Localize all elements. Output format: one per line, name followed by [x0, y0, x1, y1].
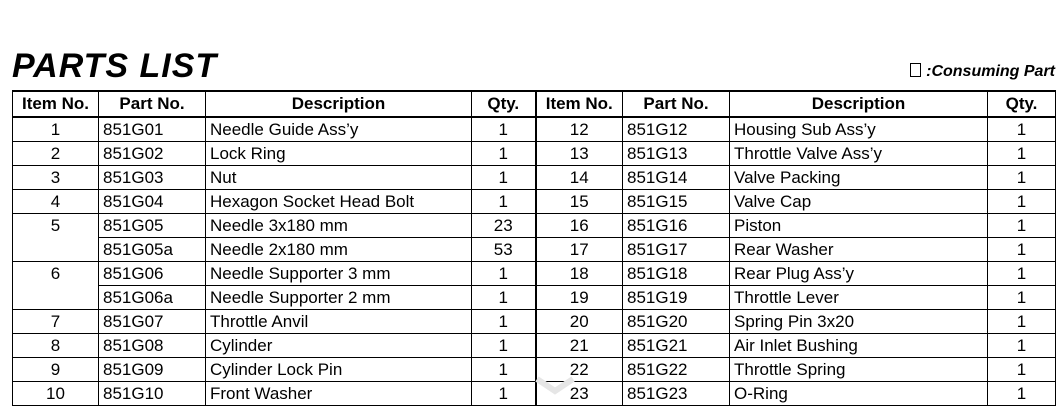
qty-cell: 1 — [988, 166, 1056, 190]
part-no-cell: 851G14 — [623, 166, 730, 190]
header-row — [13, 91, 1056, 117]
part-no-cell: 851G02 — [99, 142, 206, 166]
table-row — [13, 238, 1056, 262]
table-row — [13, 310, 1056, 334]
item-no-cell: 20 — [536, 310, 623, 334]
item-no-cell: 19 — [536, 286, 623, 310]
table-row — [13, 166, 1056, 190]
qty-cell: 1 — [472, 310, 536, 334]
description-cell: Air Inlet Bushing — [730, 334, 988, 358]
col-header-description: Description — [730, 91, 988, 117]
description-cell: Cylinder — [206, 334, 472, 358]
col-header-part-no: Part No. — [99, 91, 206, 117]
part-no-cell: 851G10 — [99, 382, 206, 406]
item-no-cell: 14 — [536, 166, 623, 190]
qty-cell: 1 — [988, 286, 1056, 310]
col-header-description: Description — [206, 91, 472, 117]
table-row — [13, 286, 1056, 310]
description-cell: Piston — [730, 214, 988, 238]
col-header-item-no: Item No. — [13, 91, 99, 117]
description-cell: Throttle Lever — [730, 286, 988, 310]
description-cell: Housing Sub Ass’y — [730, 117, 988, 142]
qty-cell: 1 — [472, 166, 536, 190]
description-cell: Needle 3x180 mm — [206, 214, 472, 238]
item-no-cell: 22 — [536, 358, 623, 382]
description-cell: Needle Supporter 2 mm — [206, 286, 472, 310]
item-no-cell: 21 — [536, 334, 623, 358]
part-no-cell: 851G05a — [99, 238, 206, 262]
description-cell: Needle Guide Ass’y — [206, 117, 472, 142]
empty-checkbox-icon — [910, 63, 921, 77]
part-no-cell: 851G22 — [623, 358, 730, 382]
item-no-cell: 15 — [536, 190, 623, 214]
qty-cell: 1 — [988, 214, 1056, 238]
table-row — [13, 334, 1056, 358]
qty-cell: 1 — [472, 142, 536, 166]
item-no-cell: 7 — [13, 310, 99, 334]
part-no-cell: 851G01 — [99, 117, 206, 142]
qty-cell: 1 — [988, 382, 1056, 406]
description-cell: Nut — [206, 166, 472, 190]
part-no-cell: 851G13 — [623, 142, 730, 166]
description-cell: Throttle Valve Ass’y — [730, 142, 988, 166]
part-no-cell: 851G12 — [623, 117, 730, 142]
qty-cell: 1 — [988, 310, 1056, 334]
qty-cell: 1 — [472, 190, 536, 214]
description-cell: O-Ring — [730, 382, 988, 406]
part-no-cell: 851G17 — [623, 238, 730, 262]
item-no-cell — [13, 286, 99, 310]
description-cell: Needle Supporter 3 mm — [206, 262, 472, 286]
col-header-qty: Qty. — [472, 91, 536, 117]
table-row — [13, 117, 1056, 142]
qty-cell: 1 — [472, 334, 536, 358]
page-title: PARTS LIST — [12, 47, 218, 85]
col-header-part-no: Part No. — [623, 91, 730, 117]
qty-cell: 1 — [988, 262, 1056, 286]
description-cell: Valve Cap — [730, 190, 988, 214]
consuming-part-legend — [910, 62, 1055, 82]
qty-cell: 1 — [988, 190, 1056, 214]
part-no-cell: 851G21 — [623, 334, 730, 358]
col-header-qty: Qty. — [988, 91, 1056, 117]
description-cell: Rear Washer — [730, 238, 988, 262]
part-no-cell: 851G09 — [99, 358, 206, 382]
item-no-cell: 3 — [13, 166, 99, 190]
col-header-item-no: Item No. — [536, 91, 623, 117]
description-cell: Throttle Spring — [730, 358, 988, 382]
qty-cell: 1 — [988, 358, 1056, 382]
legend-label: :Consuming Part — [926, 63, 1055, 80]
description-cell: Valve Packing — [730, 166, 988, 190]
item-no-cell: 13 — [536, 142, 623, 166]
description-cell: Rear Plug Ass’y — [730, 262, 988, 286]
table-row — [13, 358, 1056, 382]
part-no-cell: 851G07 — [99, 310, 206, 334]
part-no-cell: 851G19 — [623, 286, 730, 310]
qty-cell: 1 — [472, 262, 536, 286]
qty-cell: 53 — [472, 238, 536, 262]
table-row — [13, 190, 1056, 214]
qty-cell: 1 — [988, 142, 1056, 166]
item-no-cell: 5 — [13, 214, 99, 238]
item-no-cell: 1 — [13, 117, 99, 142]
item-no-cell: 2 — [13, 142, 99, 166]
part-no-cell: 851G05 — [99, 214, 206, 238]
part-no-cell: 851G23 — [623, 382, 730, 406]
qty-cell: 1 — [472, 117, 536, 142]
description-cell: Lock Ring — [206, 142, 472, 166]
description-cell: Front Washer — [206, 382, 472, 406]
table-row — [13, 262, 1056, 286]
qty-cell: 23 — [472, 214, 536, 238]
table-row — [13, 142, 1056, 166]
part-no-cell: 851G06a — [99, 286, 206, 310]
part-no-cell: 851G18 — [623, 262, 730, 286]
part-no-cell: 851G06 — [99, 262, 206, 286]
item-no-cell: 9 — [13, 358, 99, 382]
part-no-cell: 851G16 — [623, 214, 730, 238]
qty-cell: 1 — [988, 117, 1056, 142]
item-no-cell: 4 — [13, 190, 99, 214]
description-cell: Cylinder Lock Pin — [206, 358, 472, 382]
item-no-cell: 17 — [536, 238, 623, 262]
part-no-cell: 851G04 — [99, 190, 206, 214]
description-cell: Throttle Anvil — [206, 310, 472, 334]
description-cell: Needle 2x180 mm — [206, 238, 472, 262]
part-no-cell: 851G03 — [99, 166, 206, 190]
qty-cell: 1 — [988, 334, 1056, 358]
item-no-cell: 8 — [13, 334, 99, 358]
qty-cell: 1 — [988, 238, 1056, 262]
item-no-cell: 6 — [13, 262, 99, 286]
qty-cell: 1 — [472, 286, 536, 310]
item-no-cell: 12 — [536, 117, 623, 142]
item-no-cell — [13, 238, 99, 262]
part-no-cell: 851G20 — [623, 310, 730, 334]
item-no-cell: 18 — [536, 262, 623, 286]
qty-cell: 1 — [472, 358, 536, 382]
part-no-cell: 851G08 — [99, 334, 206, 358]
part-no-cell: 851G15 — [623, 190, 730, 214]
item-no-cell: 16 — [536, 214, 623, 238]
parts-table — [12, 90, 1056, 406]
qty-cell: 1 — [472, 382, 536, 406]
item-no-cell: 10 — [13, 382, 99, 406]
description-cell: Hexagon Socket Head Bolt — [206, 190, 472, 214]
description-cell: Spring Pin 3x20 — [730, 310, 988, 334]
table-row — [13, 214, 1056, 238]
item-no-cell: 23 — [536, 382, 623, 406]
